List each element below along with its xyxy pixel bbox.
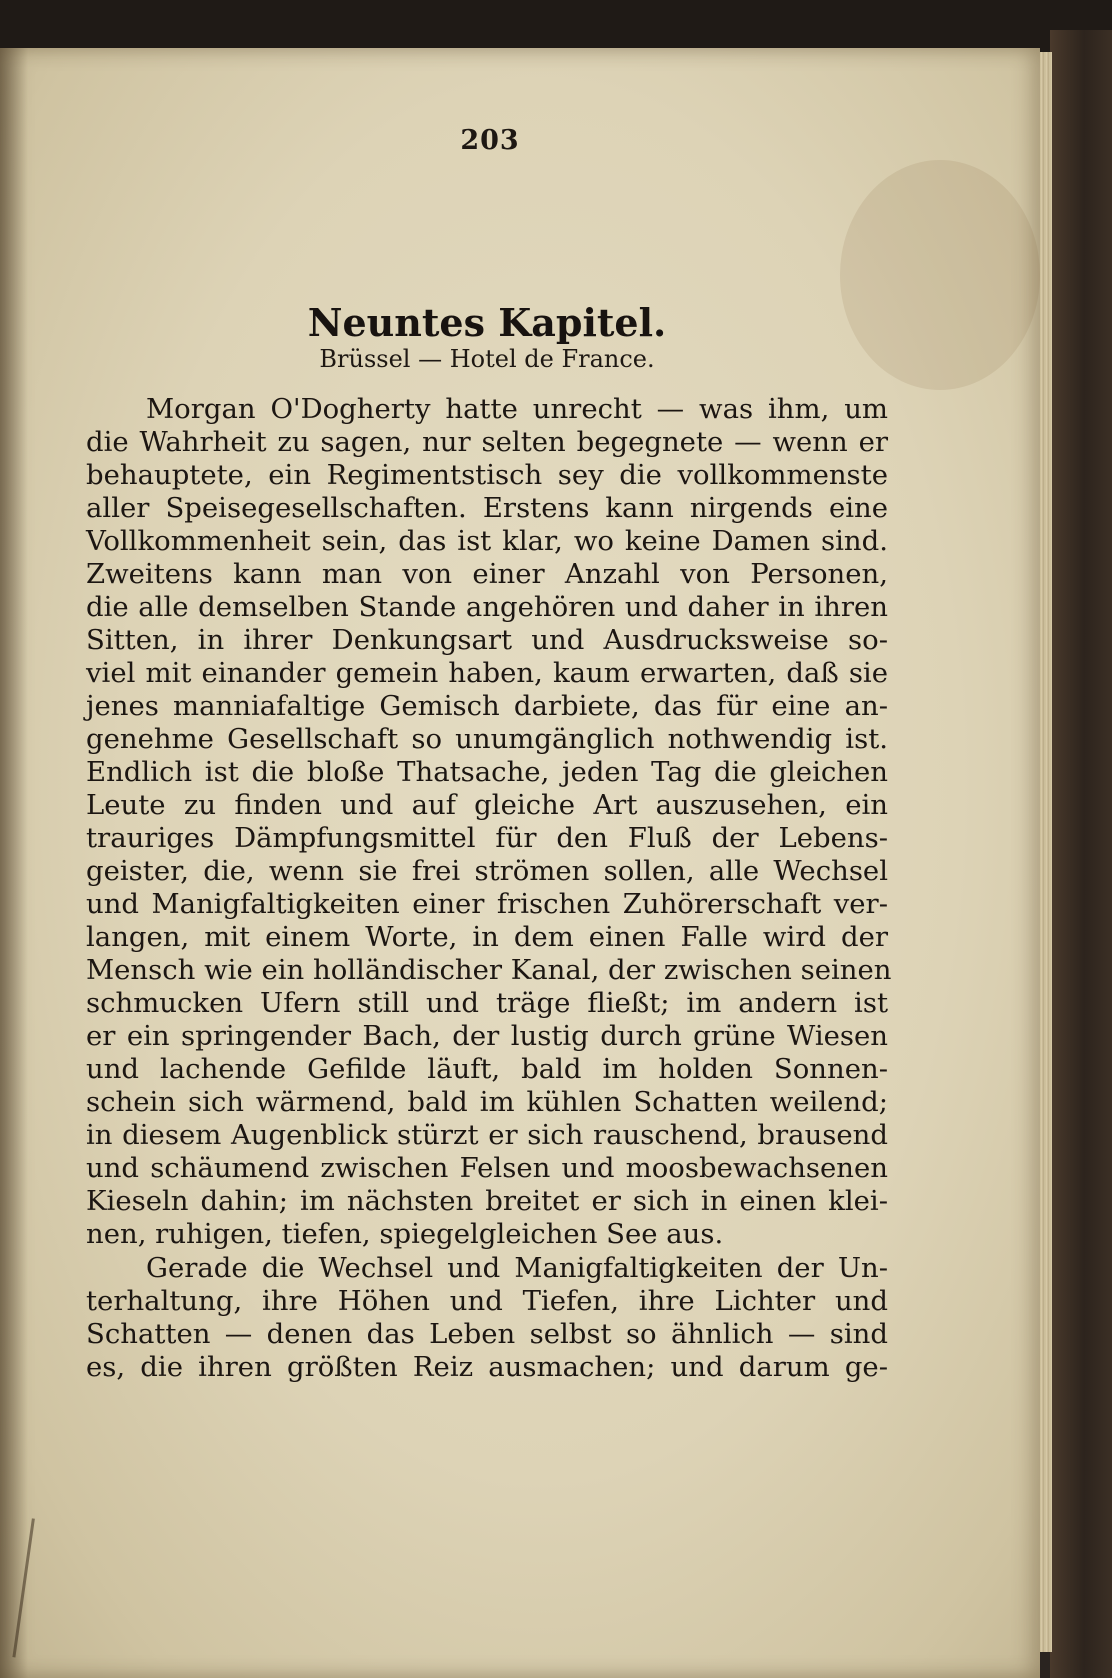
text-line: und Manigfaltigkeiten einer frischen Zuhörerschaft ver- <box>86 888 888 920</box>
text-line: langen, mit einem Worte, in dem einen Falle wird der <box>86 921 888 953</box>
text-line: und schäumend zwischen Felsen und moosbewachsenen <box>86 1152 888 1184</box>
page-number: 203 <box>460 125 520 156</box>
paragraph-1 <box>86 393 892 1251</box>
page-gutter <box>0 48 28 1678</box>
text-line: viel mit einander gemein haben, kaum erwarten, daß sie <box>86 657 888 689</box>
scan-background-top <box>0 0 1112 55</box>
text-line: die Wahrheit zu sagen, nur selten begegnete — wenn er <box>86 426 888 458</box>
text-line: die alle demselben Stande angehören und daher in ihren <box>86 591 888 623</box>
text-line: Sitten, in ihrer Denkungsart und Ausdrucksweise so- <box>86 624 888 656</box>
text-line: in diesem Augenblick stürzt er sich rauschend, brausend <box>86 1119 888 1151</box>
text-line: geister, die, wenn sie frei strömen sollen, alle Wechsel <box>86 855 888 887</box>
text-line: Gerade die Wechsel und Manigfaltigkeiten der Un- <box>146 1252 888 1284</box>
text-line: es, die ihren größten Reiz ausmachen; und darum ge- <box>86 1351 888 1383</box>
text-line: Vollkommenheit sein, das ist klar, wo keine Damen sind. <box>86 525 888 557</box>
book-cover-edge <box>1050 30 1112 1678</box>
text-line: Mensch wie ein holländischer Kanal, der zwischen seinen <box>86 954 892 986</box>
text-line: Kieseln dahin; im nächsten breitet er sich in einen klei- <box>86 1185 888 1217</box>
text-line: Schatten — denen das Leben selbst so ähnlich — sind <box>86 1318 888 1350</box>
text-line: nen, ruhigen, tiefen, spiegelgleichen See aus. <box>86 1218 724 1250</box>
text-line: aller Speisegesellschaften. Erstens kann nirgends eine <box>86 492 888 524</box>
text-line: Morgan O'Dogherty hatte unrecht — was ihm, um <box>146 393 888 425</box>
text-line: Endlich ist die bloße Thatsache, jeden Tag die gleichen <box>86 756 888 788</box>
text-line: terhaltung, ihre Höhen und Tiefen, ihre Lichter und <box>86 1285 888 1317</box>
text-line: er ein springender Bach, der lustig durch grüne Wiesen <box>86 1020 888 1052</box>
text-line: genehme Gesellschaft so unumgänglich nothwendig ist. <box>86 723 888 755</box>
text-line: schmucken Ufern still und träge fließt; im andern ist <box>86 987 888 1019</box>
text-line: trauriges Dämpfungsmittel für den Fluß der Lebens- <box>86 822 888 854</box>
chapter-subtitle: Brüssel — Hotel de France. <box>319 345 655 373</box>
text-line: Zweitens kann man von einer Anzahl von Personen, <box>86 558 888 590</box>
text-line: jenes manniafaltige Gemisch darbiete, das für eine an- <box>86 690 888 722</box>
text-line: schein sich wärmend, bald im kühlen Schatten weilend; <box>86 1086 888 1118</box>
text-line: Leute zu finden und auf gleiche Art auszusehen, ein <box>86 789 888 821</box>
chapter-title: Neuntes Kapitel. <box>307 300 667 345</box>
text-line: und lachende Gefilde läuft, bald im holden Sonnen- <box>86 1053 888 1085</box>
text-line: behauptete, ein Regimentstisch sey die vollkommenste <box>86 459 888 491</box>
paragraph-2 <box>86 1252 888 1384</box>
